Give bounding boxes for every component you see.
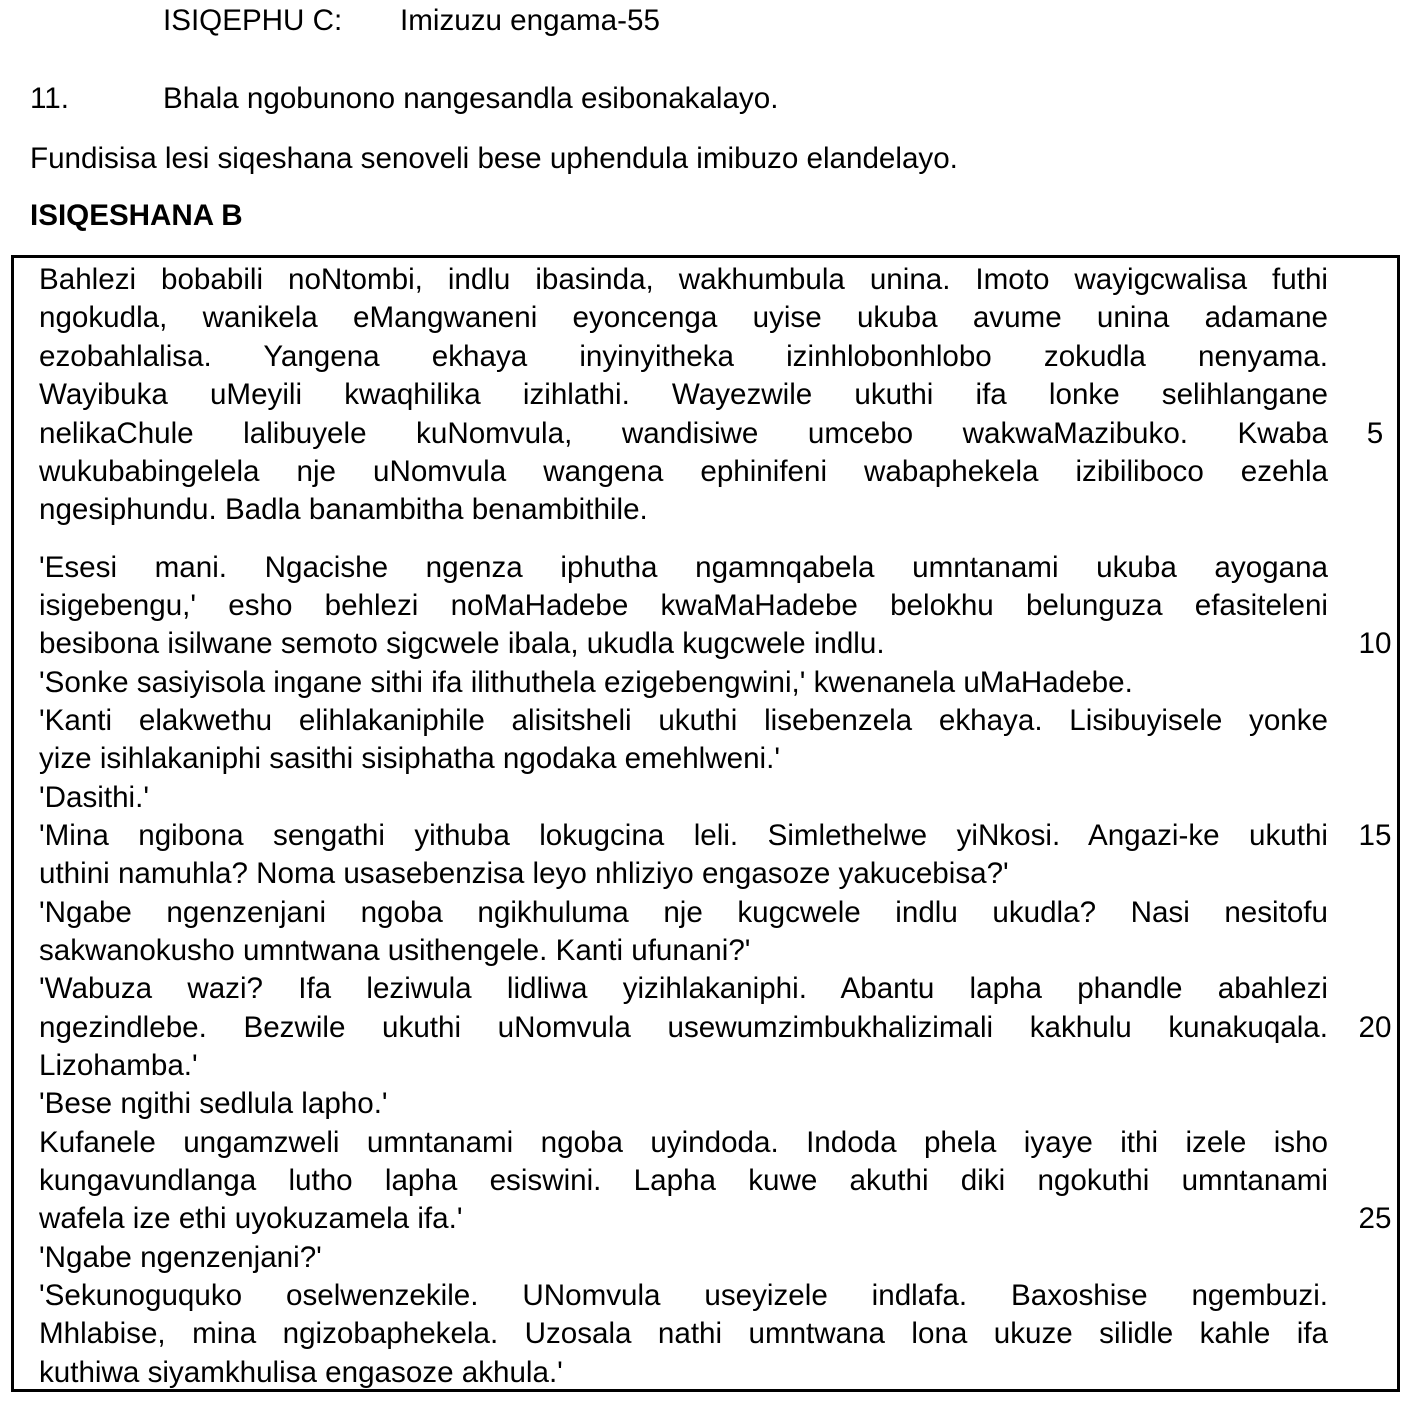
line-number: 25	[1358, 1202, 1392, 1235]
passage-line: 'Wabuza wazi? Ifa leziwula lidliwa yizihlakaniphi. Abantu lapha phandle abahlezi	[39, 972, 1328, 1005]
section-label: ISIQEPHU C:	[163, 4, 343, 37]
line-number: 5	[1366, 417, 1384, 450]
passage-line: ngezindlebe. Bezwile ukuthi uNomvula usewumzimbukhalizimali kakhulu kunakuqala.	[39, 1011, 1328, 1044]
passage-line: Wayibuka uMeyili kwaqhilika izihlathi. Wayezwile ukuthi ifa lonke selihlangane	[39, 378, 1328, 411]
passage-line: 'Mina ngibona sengathi yithuba lokugcina leli. Simlethelwe yiNkosi. Angazi-ke ukuthi	[39, 819, 1328, 852]
passage-line: yize isihlakaniphi sasithi sisiphatha ngodaka emehlweni.'	[39, 742, 780, 775]
passage-line: 'Dasithi.'	[39, 781, 149, 814]
passage-box	[11, 255, 1400, 1392]
question-number: 11.	[30, 82, 69, 115]
passage-line: 'Kanti elakwethu elihlakaniphile alisitsheli ukuthi lisebenzela ekhaya. Lisibuyisele yonke	[39, 704, 1328, 737]
line-number: 20	[1358, 1011, 1392, 1044]
passage-line: Bahlezi bobabili noNtombi, indlu ibasinda, wakhumbula unina. Imoto wayigcwalisa futhi	[39, 263, 1328, 296]
intro-text: Fundisisa lesi siqeshana senoveli bese uphendula imibuzo elandelayo.	[30, 142, 958, 175]
passage-line: kungavundlanga lutho lapha esiswini. Lapha kuwe akuthi diki ngokuthi umntanami	[39, 1164, 1328, 1197]
passage-line: ezobahlalisa. Yangena ekhaya inyinyitheka izinhlobonhlobo zokudla nenyama.	[39, 340, 1328, 373]
line-number: 15	[1358, 819, 1392, 852]
section-time: Imizuzu engama-55	[400, 4, 660, 37]
line-number: 10	[1358, 627, 1392, 660]
passage-line: nelikaChule lalibuyele kuNomvula, wandisiwe umcebo wakwaMazibuko. Kwaba	[39, 417, 1328, 450]
passage-line: besibona isilwane semoto sigcwele ibala, ukudla kugcwele indlu.	[39, 627, 885, 660]
passage-line: kuthiwa siyamkhulisa engasoze akhula.'	[39, 1356, 563, 1389]
question-instruction: Bhala ngobunono nangesandla esibonakalayo.	[163, 82, 779, 115]
passage-line: 'Ngabe ngenzenjani?'	[39, 1241, 322, 1274]
passage-line: 'Sekunoguquko oselwenzekile. UNomvula useyizele indlafa. Baxoshise ngembuzi.	[39, 1279, 1328, 1312]
passage-line: Kufanele ungamzweli umntanami ngoba uyindoda. Indoda phela iyaye ithi izele isho	[39, 1126, 1328, 1159]
passage-line: ngokudla, wanikela eMangwaneni eyoncenga uyise ukuba avume unina adamane	[39, 301, 1328, 334]
passage-line: ngesiphundu. Badla banambitha benambithile.	[39, 493, 648, 526]
passage-line: Lizohamba.'	[39, 1049, 198, 1082]
passage-line: 'Sonke sasiyisola ingane sithi ifa ilithuthela ezigebengwini,' kwenanela uMaHadebe.	[39, 666, 1133, 699]
passage-line: 'Esesi mani. Ngacishe ngenza iphutha ngamnqabela umntanami ukuba ayogana	[39, 551, 1328, 584]
passage-line: sakwanokusho umntwana usithengele. Kanti ufunani?'	[39, 934, 751, 967]
passage-heading: ISIQESHANA B	[30, 199, 243, 232]
passage-line: 'Bese ngithi sedlula lapho.'	[39, 1087, 388, 1120]
passage-line: Mhlabise, mina ngizobaphekela. Uzosala nathi umntwana lona ukuze silidle kahle ifa	[39, 1317, 1328, 1350]
passage-line: wukubabingelela nje uNomvula wangena ephinifeni wabaphekela izibiliboco ezehla	[39, 455, 1328, 488]
passage-line: isigebengu,' esho behlezi noMaHadebe kwaMaHadebe belokhu belunguza efasiteleni	[39, 589, 1328, 622]
passage-line: wafela ize ethi uyokuzamela ifa.'	[39, 1202, 463, 1235]
passage-line: 'Ngabe ngenzenjani ngoba ngikhuluma nje kugcwele indlu ukudla? Nasi nesitofu	[39, 896, 1328, 929]
passage-line: uthini namuhla? Noma usasebenzisa leyo nhliziyo engasoze yakucebisa?'	[39, 857, 1009, 890]
